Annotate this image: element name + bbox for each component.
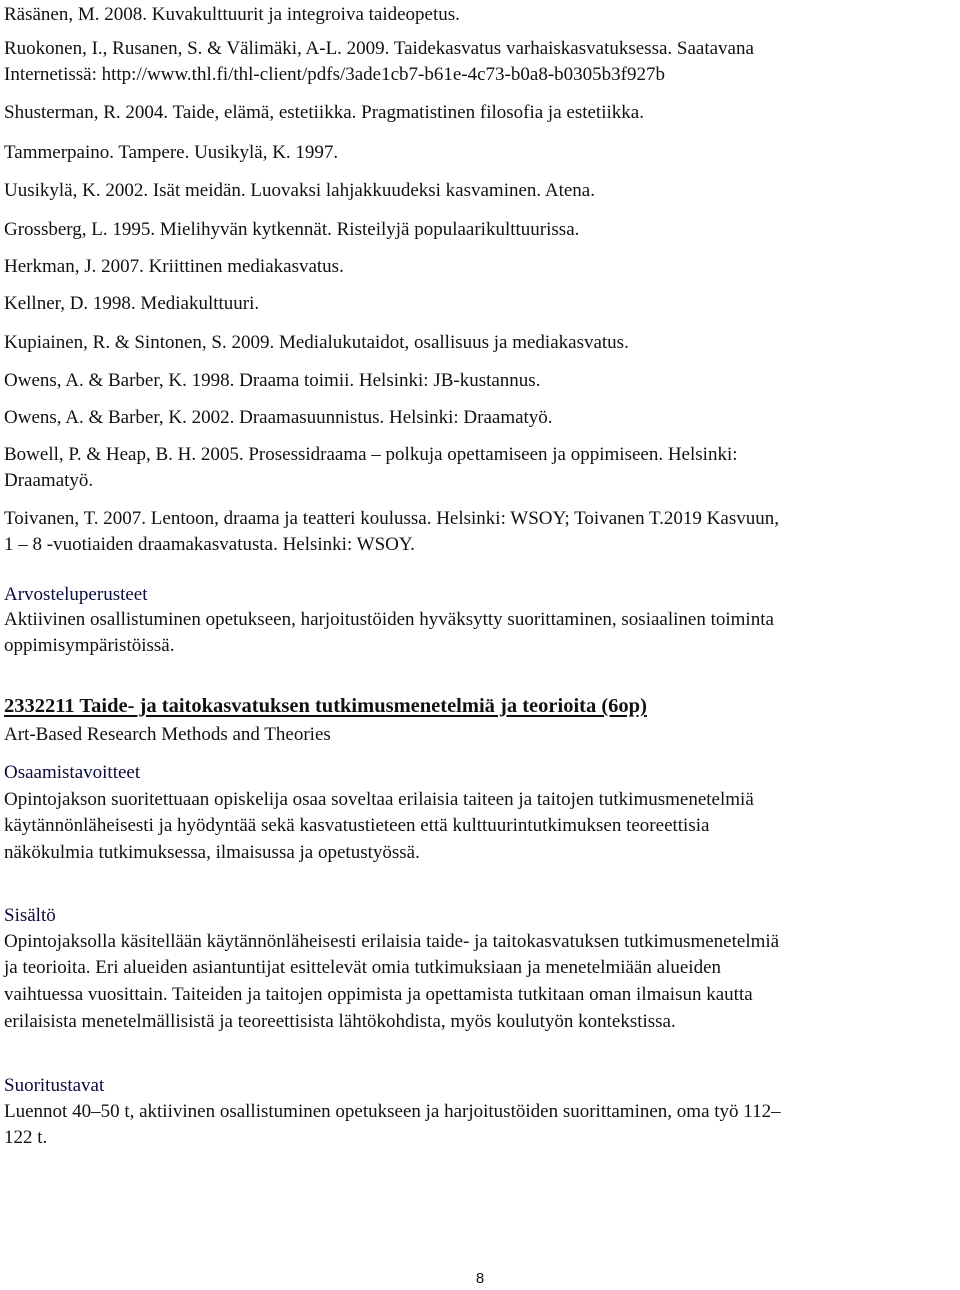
reference-line: Owens, A. & Barber, K. 2002. Draamasuunnistus. Helsinki: Draamatyö. <box>4 407 553 428</box>
assessment-text-line: oppimisympäristöissä. <box>4 635 175 656</box>
assessment-heading: Arvosteluperusteet <box>4 584 148 605</box>
reference-line: Uusikylä, K. 2002. Isät meidän. Luovaksi lahjakkuudeksi kasvaminen. Atena. <box>4 180 595 201</box>
reference-line: Owens, A. & Barber, K. 1998. Draama toimii. Helsinki: JB-kustannus. <box>4 370 541 391</box>
reference-line: Räsänen, M. 2008. Kuvakulttuurit ja integroiva taideopetus. <box>4 4 460 25</box>
methods-text-line: 122 t. <box>4 1127 48 1148</box>
content-heading: Sisältö <box>4 905 56 926</box>
methods-heading: Suoritustavat <box>4 1075 105 1096</box>
reference-line: Herkman, J. 2007. Kriittinen mediakasvatus. <box>4 256 344 277</box>
reference-line: Bowell, P. & Heap, B. H. 2005. Prosessidraama – polkuja opettamiseen ja oppimiseen. Helsinki: <box>4 444 738 465</box>
reference-line: Tammerpaino. Tampere. Uusikylä, K. 1997. <box>4 142 339 163</box>
reference-line: Draamatyö. <box>4 470 94 491</box>
outcomes-text-line: näkökulmia tutkimuksessa, ilmaisussa ja opetustyössä. <box>4 842 420 863</box>
reference-line: 1 – 8 -vuotiaiden draamakasvatusta. Helsinki: WSOY. <box>4 534 415 555</box>
outcomes-heading: Osaamistavoitteet <box>4 762 141 783</box>
content-text-line: erilaisista menetelmällisistä ja teoreettisista lähtökohdista, myös koulutyön kontekstissa. <box>4 1011 676 1032</box>
outcomes-text-line: käytännönläheisesti ja hyödyntää sekä kasvatustieteen että kulttuurintutkimuksen teoreettisia <box>4 815 710 836</box>
reference-line: Internetissä: http://www.thl.fi/thl-client/pdfs/3ade1cb7-b61e-4c73-b0a8-b0305b3f927b <box>4 64 665 85</box>
methods-text-line: Luennot 40–50 t, aktiivinen osallistuminen opetukseen ja harjoitustöiden suorittaminen, oma työ 112– <box>4 1101 781 1122</box>
content-text-line: ja teorioita. Eri alueiden asiantuntijat esittelevät omia tutkimuksiaan ja menetelmiään alueiden <box>4 957 721 978</box>
page-number: 8 <box>475 1270 485 1287</box>
content-text-line: vaihtuessa vuosittain. Taiteiden ja taitojen oppimista ja opettamista tutkitaan oman ilmaisun kautta <box>4 984 753 1005</box>
outcomes-text-line: Opintojakson suoritettuaan opiskelija osaa soveltaa erilaisia taiteen ja taitojen tutkimusmenetelmiä <box>4 789 754 810</box>
reference-line: Ruokonen, I., Rusanen, S. & Välimäki, A-L. 2009. Taidekasvatus varhaiskasvatuksessa. Saatavana <box>4 38 754 59</box>
content-text-line: Opintojaksolla käsitellään käytännönläheisesti erilaisia taide- ja taitokasvatuksen tutkimusmenetelmiä <box>4 931 780 952</box>
reference-line: Kellner, D. 1998. Mediakulttuuri. <box>4 293 260 314</box>
assessment-text-line: Aktiivinen osallistuminen opetukseen, harjoitustöiden hyväksytty suorittaminen, sosiaalinen toiminta <box>4 609 774 630</box>
reference-line: Kupiainen, R. & Sintonen, S. 2009. Medialukutaidot, osallisuus ja mediakasvatus. <box>4 332 629 353</box>
reference-line: Grossberg, L. 1995. Mielihyvän kytkennät. Risteilyjä populaarikulttuurissa. <box>4 219 580 240</box>
reference-line: Toivanen, T. 2007. Lentoon, draama ja teatteri koulussa. Helsinki: WSOY; Toivanen T.2019 Kasvuun, <box>4 508 779 529</box>
reference-line: Shusterman, R. 2004. Taide, elämä, estetiikka. Pragmatistinen filosofia ja estetiikka. <box>4 102 644 123</box>
course-subtitle: Art-Based Research Methods and Theories <box>4 724 331 745</box>
course-title: 2332211 Taide- ja taitokasvatuksen tutkimusmenetelmiä ja teorioita (6op) <box>4 695 647 717</box>
